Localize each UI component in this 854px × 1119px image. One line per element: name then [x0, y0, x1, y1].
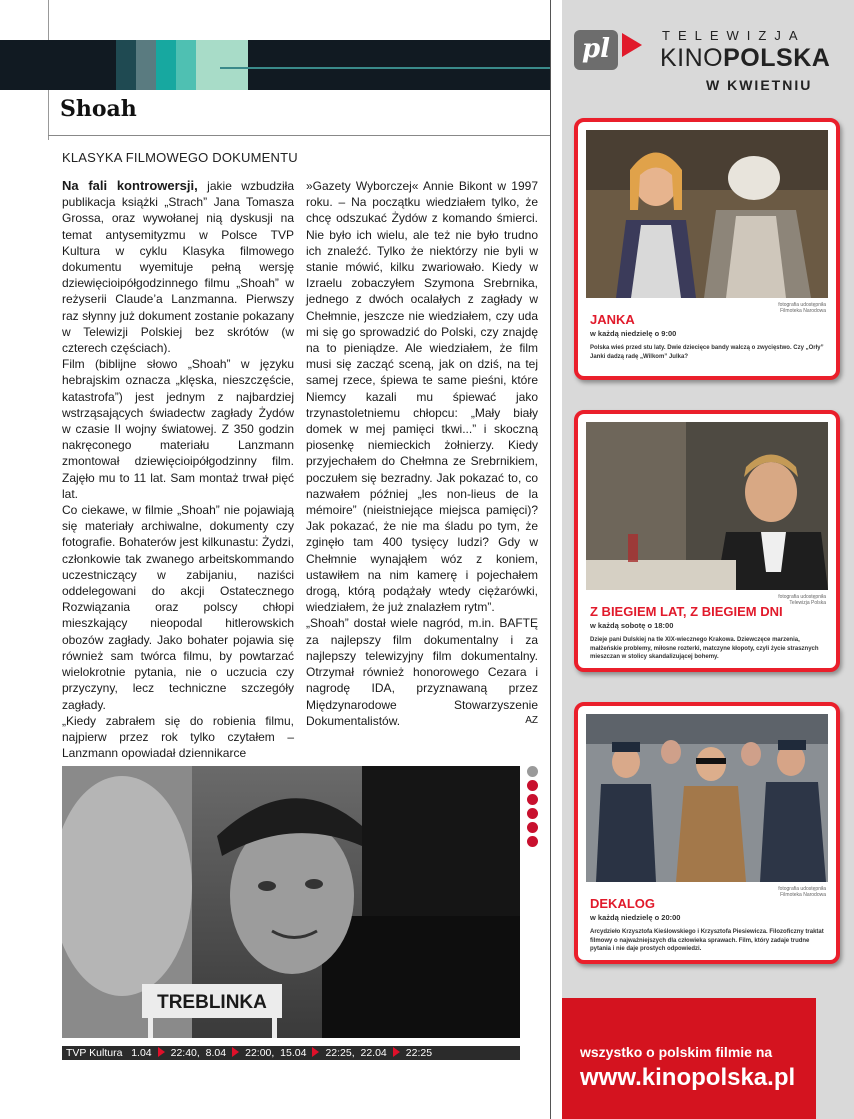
vertical-rule-divider: [550, 0, 551, 1119]
promo-url-link[interactable]: www.kinopolska.pl: [580, 1064, 796, 1091]
dot: [527, 766, 538, 777]
slot-time: 22:25,: [325, 1047, 355, 1059]
film-title: Z BIEGIEM LAT, Z BIEGIEM DNI: [590, 604, 783, 619]
film-card-dekalog: [574, 702, 840, 964]
slot-date: 22.04: [360, 1047, 387, 1059]
paragraph: Co ciekawe, w filmie „Shoah” nie pojawiają się materiały archiwalne, dokumenty czy fotografie. Bohaterów jest kilkunastu: Żydzi, członkowie tak zwanego arbeitskommando uczestniczący w zabijaniu, naziści oddelegowani do akcji Ostatecznego Rozwiązania oraz polscy chłopi mieszkający nieopodal hitlerowskich obozów zagłady. Jako bohater pojawia się również sam twórca filmu, by powtarzać wielokrotnie pytania, nie o uczucia czy przyczyny, lecz techniczne szczegóły zagłady.: [62, 503, 294, 712]
paragraph: „Kiedy zabrałem się do robienia filmu, najpierw przez rok tylko czytałem – Lanzmann opowiadał dziennikarce: [62, 713, 294, 761]
dot: [527, 808, 538, 819]
film-description: Polska wieś przed stu laty. Dwie dziecięce bandy walczą o zwycięstwo. Czy „Orły” Janki dadzą radę „Wilkom” Julka?: [590, 345, 824, 360]
header-top-space: [48, 0, 550, 40]
film-still-dekalog: [586, 714, 828, 882]
still-illustration: [586, 714, 828, 882]
brand-name: [660, 44, 830, 73]
paragraph-text: jakie wzbudziła publikacja książki „Strach” Jana Tomasza Grossa, oraz wywołanej nią dyskusji na temat antysemityzmu w Polsce TVP Kultura w cyklu Klasyka filmowego dokumentu wyemituje pełną wersję dziewięcioipółgodzinnego filmu „Shoah” w reżyserii Claude’a Lanzmanna. Pierwszy raz słynny już dokument zostanie pokazany w Telewizji Polskiej bez skrótów (w czterech częściach).: [62, 179, 294, 356]
author-signature: AZ: [525, 714, 538, 726]
film-description: Dzieje pani Dulskiej na tle XIX-wiecznego Krakowa. Dziewczęce marzenia, małżeńskie problemy, miłosne rozterki, matczyne kłopoty, czyli życie strasznych mieszczan w stolicy skandalizującej bohemy.: [590, 637, 819, 660]
brand-month: W KWIETNIU: [706, 77, 813, 93]
paragraph: [62, 178, 294, 356]
article-title: Shoah: [60, 96, 137, 122]
broadcast-schedule-bar: [62, 1046, 520, 1060]
film-schedule: w każdą niedzielę o 20:00: [590, 913, 681, 922]
photo-credit: fotografia udostępniła Filmoteka Narodowa: [778, 302, 826, 314]
still-illustration: [586, 422, 828, 590]
color-swatch-1: [116, 40, 136, 90]
slot-date: 8.04: [205, 1047, 227, 1059]
film-title: DEKALOG: [590, 896, 655, 911]
play-triangle-icon: [232, 1047, 239, 1057]
channel-name: TVP Kultura: [66, 1047, 123, 1059]
dot: [527, 836, 538, 847]
film-title: JANKA: [590, 312, 635, 327]
photo-credit: fotografia udostępniła Filmoteka Narodowa: [778, 886, 826, 898]
kinopolska-brand: [566, 24, 854, 104]
slot-time: 22:00,: [245, 1047, 275, 1059]
title-underline: [48, 135, 550, 136]
photo-credit: fotografia udostępniła Telewizja Polska: [778, 594, 826, 606]
decorative-dots: [527, 766, 539, 850]
play-triangle-icon: [312, 1047, 319, 1057]
kinopolska-logo-icon: pl: [574, 30, 618, 70]
lead-in: Na fali kontrowersji,: [62, 178, 198, 193]
film-schedule: w każdą niedzielę o 9:00: [590, 329, 677, 338]
header-accent-line: [220, 67, 550, 69]
kinopolska-promo-box[interactable]: [562, 998, 816, 1119]
promo-tagline: wszystko o polskim filmie na: [580, 1044, 773, 1060]
photo-illustration: [62, 766, 520, 1038]
dot: [527, 794, 538, 805]
film-still-z-biegiem-lat: [586, 422, 828, 590]
slot-time: 22:25: [405, 1047, 433, 1059]
paragraph: „Shoah” dostał wiele nagród, m.in. BAFTĘ za najlepszy film dokumentalny i za najlepszy telewizyjny film dokumentalny. Otrzymał również honorowego Cezara i nagrodę IDA, przyznawaną przez Międzynarodowe Stowarzyszenie Dokumentalistów.: [306, 616, 538, 728]
dot: [527, 822, 538, 833]
film-still-janka: [586, 130, 828, 298]
film-card-z-biegiem-lat: [574, 410, 840, 672]
photo-sign-text: TREBLINKA: [157, 992, 267, 1013]
color-swatch-2: [136, 40, 156, 90]
paragraph: Film (biblijne słowo „Shoah” w języku hebrajskim oznacza „klęska, nieszczęście, katastrofa”) jest jednym z najbardziej wstrząsających świadectw zagłady Żydów w czasie II wojny światowej. Z 350 godzin nakręconego materiału Lanzmann zmontował dziewięcioipółgodzinny film. Zajęło mu to 11 lat. Sam montaż trwał pięć lat.: [62, 357, 294, 501]
slot-date: 1.04: [131, 1047, 152, 1059]
slot-time: 22:40,: [170, 1047, 200, 1059]
color-swatch-4: [176, 40, 196, 90]
film-description: Arcydzieło Krzysztofa Kieślowskiego i Krzysztofa Piesiewicza. Filozoficzny traktat filmowy o najważniejszych dla człowieka sprawach. Film, który zadaje trudne pytania i nie daje prostych odpowiedzi.: [590, 929, 824, 952]
article-kicker: KLASYKA FILMOWEGO DOKUMENTU: [62, 150, 298, 165]
slot-date: 15.04: [280, 1047, 307, 1059]
brand-polska: POLSKA: [723, 44, 831, 72]
paragraph: »Gazety Wyborczej« Annie Bikont w 1997 roku. – Na początku wiedziałem tylko, że chcę odszukać Żydów z komando śmierci. Nie było ich wielu, ale też nie było trudno ich znaleźć. Tylko że niektórzy nie byli w stanie mówić, kilku zwariowało. Kiedy w Izraelu zobaczyłem Szymona Srebrnika, jednego z dwóch ocalałych z zagłady w Chełmnie, jeszcze nie wiedziałem, czy uda mi się go sprowadzić do Polski, czy znajdę na to pieniądze. Ale wiedziałem, że film musi się zacząć sceną, jak on dziś, na tej samej rzece, śpiewa te same pieśni, które Niemcy kazali mu śpiewać jako trzynastoletniemu chłopcu: „Mały biały domek w mej pamięci tkwi...” i skoczną piosenkę niemieckich żołnierzy. Kiedy przyjechałem do Chełmna ze Srebrnikiem, poczułem się bezradny. Jak pokazać to, co nazwałem później „les non-lieus de la mémoire” (nieistniejące miejsca pamięci)? Jak pokazać, że nie ma śladu po tym, że zginęło tam 400 tysięcy ludzi? Gdy w Chełmnie wynająłem wóz z koniem, ustawiłem na nim kamerę i pojechałem drogą, którą podążały wtedy ciężarówki, wiedziałem, że już znalazłem rytm”.: [306, 179, 538, 615]
color-swatch-5: [196, 40, 248, 90]
film-still-photo: [62, 766, 520, 1038]
brand-telewizja: TELEWIZJA: [662, 28, 806, 43]
article-column-1: [62, 178, 294, 761]
still-illustration: [586, 130, 828, 298]
logo-play-icon: [622, 33, 642, 57]
brand-kino: KINO: [660, 44, 724, 72]
film-schedule: w każdą sobotę o 18:00: [590, 621, 674, 630]
header-band: [0, 40, 550, 90]
article-column-2: [306, 178, 538, 729]
color-swatch-3: [156, 40, 176, 90]
play-triangle-icon: [393, 1047, 400, 1057]
dot: [527, 780, 538, 791]
film-card-janka: [574, 118, 840, 380]
play-triangle-icon: [158, 1047, 165, 1057]
